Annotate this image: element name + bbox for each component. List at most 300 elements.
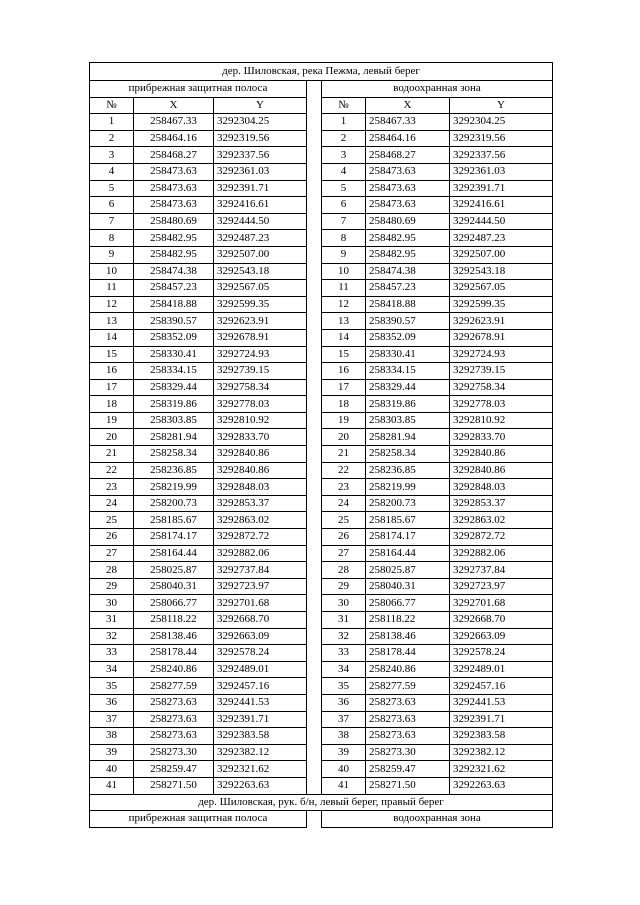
coord-x: 258178.44 [134,645,214,662]
coord-y: 3292304.25 [450,114,553,131]
coord-y: 3292668.70 [214,612,307,629]
column-gap [307,761,322,778]
coord-y: 3292391.71 [450,711,553,728]
coord-x: 258273.63 [366,694,450,711]
point-number: 14 [322,329,366,346]
coord-y: 3292758.34 [450,379,553,396]
point-number: 33 [90,645,134,662]
point-number: 13 [322,313,366,330]
section2-zone-header-row [90,811,553,828]
coord-y: 3292337.56 [450,147,553,164]
coord-y: 3292489.01 [450,661,553,678]
column-gap [307,811,322,828]
coord-y: 3292416.61 [450,197,553,214]
coord-x: 258319.86 [134,396,214,413]
point-number: 13 [90,313,134,330]
coord-x: 258473.63 [134,180,214,197]
table-row [90,329,553,346]
col-header-x-right: X [366,97,450,114]
table-row [90,512,553,529]
point-number: 38 [90,728,134,745]
coord-y: 3292701.68 [450,595,553,612]
coord-y: 3292382.12 [450,744,553,761]
coord-x: 258025.87 [134,562,214,579]
coord-y: 3292321.62 [450,761,553,778]
point-number: 2 [322,130,366,147]
coord-x: 258258.34 [366,446,450,463]
coord-y: 3292361.03 [450,163,553,180]
coord-y: 3292739.15 [450,363,553,380]
point-number: 18 [90,396,134,413]
point-number: 29 [322,578,366,595]
table-row [90,147,553,164]
point-number: 22 [322,462,366,479]
coord-y: 3292321.62 [214,761,307,778]
coord-x: 258271.50 [134,777,214,794]
column-gap [307,661,322,678]
table-row [90,446,553,463]
point-number: 12 [322,296,366,313]
point-number: 12 [90,296,134,313]
column-gap [307,479,322,496]
coord-y: 3292487.23 [214,230,307,247]
coord-x: 258303.85 [134,412,214,429]
column-gap [307,446,322,463]
coord-x: 258259.47 [366,761,450,778]
coord-y: 3292391.71 [214,711,307,728]
column-gap [307,678,322,695]
coord-y: 3292678.91 [214,329,307,346]
point-number: 2 [90,130,134,147]
coord-x: 258352.09 [134,329,214,346]
table-row [90,114,553,131]
column-gap [307,363,322,380]
table-row [90,180,553,197]
coord-y: 3292848.03 [214,479,307,496]
coord-x: 258178.44 [366,645,450,662]
coord-y: 3292567.05 [450,280,553,297]
section1-right-zone-header: водоохранная зона [322,81,553,98]
coord-y: 3292778.03 [450,396,553,413]
point-number: 39 [322,744,366,761]
column-gap [307,280,322,297]
coord-x: 258240.86 [134,661,214,678]
coord-x: 258277.59 [366,678,450,695]
coord-x: 258334.15 [134,363,214,380]
point-number: 41 [322,777,366,794]
column-gap [307,777,322,794]
coord-x: 258329.44 [134,379,214,396]
coord-x: 258330.41 [134,346,214,363]
table-row [90,263,553,280]
section1-title-row [90,63,553,81]
coord-x: 258240.86 [366,661,450,678]
table-row [90,694,553,711]
coord-y: 3292737.84 [214,562,307,579]
table-row [90,163,553,180]
table-row [90,396,553,413]
table-row [90,230,553,247]
point-number: 29 [90,578,134,595]
table-row [90,777,553,794]
column-gap [307,230,322,247]
coord-x: 258390.57 [366,313,450,330]
point-number: 37 [90,711,134,728]
column-gap [307,379,322,396]
point-number: 24 [322,495,366,512]
point-number: 21 [322,446,366,463]
coord-y: 3292304.25 [214,114,307,131]
col-header-y-right: Y [450,97,553,114]
coord-x: 258273.63 [366,728,450,745]
point-number: 19 [322,412,366,429]
coord-x: 258066.77 [366,595,450,612]
coord-x: 258118.22 [134,612,214,629]
column-gap [307,728,322,745]
coord-y: 3292863.02 [214,512,307,529]
coord-y: 3292391.71 [214,180,307,197]
table-row [90,379,553,396]
coord-y: 3292663.09 [450,628,553,645]
coord-x: 258457.23 [134,280,214,297]
column-gap [307,81,322,98]
coord-x: 258418.88 [366,296,450,313]
coord-x: 258482.95 [134,246,214,263]
point-number: 39 [90,744,134,761]
table-row [90,296,553,313]
coord-y: 3292507.00 [214,246,307,263]
coord-y: 3292263.63 [214,777,307,794]
table-row [90,213,553,230]
column-gap [307,711,322,728]
coord-x: 258329.44 [366,379,450,396]
coord-x: 258164.44 [134,545,214,562]
coord-y: 3292853.37 [214,495,307,512]
point-number: 1 [90,114,134,131]
table-row [90,529,553,546]
coord-y: 3292543.18 [214,263,307,280]
table-row [90,197,553,214]
table-row [90,661,553,678]
column-gap [307,147,322,164]
table-row [90,462,553,479]
coord-x: 258464.16 [366,130,450,147]
column-gap [307,97,322,114]
coord-y: 3292810.92 [450,412,553,429]
coord-x: 258271.50 [366,777,450,794]
coord-y: 3292361.03 [214,163,307,180]
coord-x: 258473.63 [134,197,214,214]
coord-y: 3292599.35 [450,296,553,313]
point-number: 21 [90,446,134,463]
table-row [90,578,553,595]
coord-y: 3292833.70 [450,429,553,446]
coord-y: 3292758.34 [214,379,307,396]
column-gap [307,180,322,197]
coord-y: 3292489.01 [214,661,307,678]
coord-x: 258236.85 [134,462,214,479]
coord-y: 3292840.86 [214,446,307,463]
coord-y: 3292778.03 [214,396,307,413]
column-gap [307,462,322,479]
column-header-row [90,97,553,114]
column-gap [307,529,322,546]
column-gap [307,412,322,429]
point-number: 7 [90,213,134,230]
point-number: 28 [90,562,134,579]
coord-x: 258418.88 [134,296,214,313]
coord-x: 258273.63 [134,728,214,745]
coord-y: 3292382.12 [214,744,307,761]
coord-x: 258273.30 [366,744,450,761]
section1-title: дер. Шиловская, река Пежма, левый берег [90,63,553,81]
coord-y: 3292701.68 [214,595,307,612]
coord-y: 3292383.58 [214,728,307,745]
point-number: 23 [322,479,366,496]
point-number: 5 [90,180,134,197]
point-number: 10 [322,263,366,280]
point-number: 38 [322,728,366,745]
point-number: 34 [322,661,366,678]
coord-y: 3292444.50 [450,213,553,230]
coord-x: 258164.44 [366,545,450,562]
coord-y: 3292578.24 [214,645,307,662]
coord-x: 258352.09 [366,329,450,346]
point-number: 30 [90,595,134,612]
coord-y: 3292599.35 [214,296,307,313]
table-row [90,728,553,745]
coord-y: 3292872.72 [214,529,307,546]
coord-x: 258040.31 [366,578,450,595]
coord-x: 258473.63 [366,180,450,197]
point-number: 27 [322,545,366,562]
coord-y: 3292668.70 [450,612,553,629]
coord-y: 3292319.56 [450,130,553,147]
column-gap [307,114,322,131]
coord-x: 258473.63 [366,197,450,214]
coord-y: 3292723.97 [214,578,307,595]
point-number: 8 [90,230,134,247]
coord-y: 3292840.86 [450,446,553,463]
point-number: 15 [90,346,134,363]
coord-y: 3292337.56 [214,147,307,164]
point-number: 36 [90,694,134,711]
coord-x: 258281.94 [134,429,214,446]
coord-y: 3292737.84 [450,562,553,579]
point-number: 17 [90,379,134,396]
point-number: 25 [90,512,134,529]
coord-y: 3292507.00 [450,246,553,263]
table-row [90,744,553,761]
table-row [90,313,553,330]
coord-y: 3292578.24 [450,645,553,662]
coord-y: 3292723.97 [450,578,553,595]
column-gap [307,313,322,330]
coord-x: 258330.41 [366,346,450,363]
table-row [90,562,553,579]
point-number: 25 [322,512,366,529]
coord-x: 258303.85 [366,412,450,429]
coord-y: 3292663.09 [214,628,307,645]
column-gap [307,694,322,711]
table-row [90,479,553,496]
coord-x: 258025.87 [366,562,450,579]
point-number: 4 [90,163,134,180]
point-number: 5 [322,180,366,197]
coord-x: 258467.33 [134,114,214,131]
coord-x: 258457.23 [366,280,450,297]
table-row [90,495,553,512]
coord-y: 3292487.23 [450,230,553,247]
coord-x: 258174.17 [134,529,214,546]
coord-x: 258281.94 [366,429,450,446]
coord-x: 258319.86 [366,396,450,413]
coord-y: 3292724.93 [214,346,307,363]
coord-y: 3292457.16 [214,678,307,695]
point-number: 22 [90,462,134,479]
section2-title: дер. Шиловская, рук. б/н, левый берег, правый берег [90,794,553,811]
coord-y: 3292739.15 [214,363,307,380]
column-gap [307,545,322,562]
point-number: 33 [322,645,366,662]
coord-y: 3292391.71 [450,180,553,197]
point-number: 14 [90,329,134,346]
point-number: 11 [90,280,134,297]
table-row [90,761,553,778]
point-number: 11 [322,280,366,297]
section2-title-row [90,794,553,811]
column-gap [307,396,322,413]
section2-right-zone-header: водоохранная зона [322,811,553,828]
point-number: 32 [90,628,134,645]
coord-x: 258273.30 [134,744,214,761]
coordinate-document [89,62,552,828]
table-row [90,545,553,562]
point-number: 7 [322,213,366,230]
coord-x: 258482.95 [366,230,450,247]
column-gap [307,263,322,280]
coord-x: 258480.69 [134,213,214,230]
coord-y: 3292623.91 [450,313,553,330]
coord-x: 258200.73 [366,495,450,512]
coord-x: 258138.46 [366,628,450,645]
point-number: 26 [90,529,134,546]
coord-y: 3292724.93 [450,346,553,363]
coord-x: 258259.47 [134,761,214,778]
coord-x: 258482.95 [366,246,450,263]
point-number: 6 [322,197,366,214]
point-number: 41 [90,777,134,794]
coordinates-table [89,62,553,828]
point-number: 20 [322,429,366,446]
column-gap [307,346,322,363]
table-row [90,628,553,645]
coord-x: 258334.15 [366,363,450,380]
coord-y: 3292263.63 [450,777,553,794]
col-header-number-right: № [322,97,366,114]
column-gap [307,296,322,313]
point-number: 26 [322,529,366,546]
coord-y: 3292872.72 [450,529,553,546]
point-number: 8 [322,230,366,247]
coord-x: 258468.27 [134,147,214,164]
col-header-y-left: Y [214,97,307,114]
coord-x: 258219.99 [134,479,214,496]
point-number: 9 [322,246,366,263]
coord-x: 258236.85 [366,462,450,479]
coord-y: 3292840.86 [450,462,553,479]
coord-y: 3292853.37 [450,495,553,512]
table-row [90,130,553,147]
point-number: 6 [90,197,134,214]
column-gap [307,197,322,214]
coord-x: 258273.63 [134,694,214,711]
coord-y: 3292416.61 [214,197,307,214]
column-gap [307,512,322,529]
coord-x: 258474.38 [366,263,450,280]
point-number: 18 [322,396,366,413]
column-gap [307,246,322,263]
point-number: 10 [90,263,134,280]
point-number: 19 [90,412,134,429]
point-number: 3 [322,147,366,164]
coord-x: 258482.95 [134,230,214,247]
coord-x: 258390.57 [134,313,214,330]
point-number: 32 [322,628,366,645]
point-number: 24 [90,495,134,512]
coord-x: 258277.59 [134,678,214,695]
point-number: 3 [90,147,134,164]
coord-x: 258473.63 [366,163,450,180]
column-gap [307,163,322,180]
coord-x: 258185.67 [134,512,214,529]
coord-x: 258467.33 [366,114,450,131]
table-row [90,645,553,662]
coord-y: 3292441.53 [214,694,307,711]
coord-y: 3292882.06 [450,545,553,562]
table-row [90,678,553,695]
coord-x: 258273.63 [134,711,214,728]
coord-x: 258118.22 [366,612,450,629]
table-row [90,346,553,363]
coord-y: 3292810.92 [214,412,307,429]
coord-x: 258066.77 [134,595,214,612]
coord-x: 258468.27 [366,147,450,164]
point-number: 23 [90,479,134,496]
point-number: 16 [322,363,366,380]
point-number: 28 [322,562,366,579]
coord-y: 3292863.02 [450,512,553,529]
coord-x: 258138.46 [134,628,214,645]
column-gap [307,744,322,761]
point-number: 36 [322,694,366,711]
point-number: 15 [322,346,366,363]
column-gap [307,628,322,645]
coord-y: 3292319.56 [214,130,307,147]
coord-x: 258219.99 [366,479,450,496]
point-number: 16 [90,363,134,380]
coord-x: 258473.63 [134,163,214,180]
coord-y: 3292444.50 [214,213,307,230]
table-row [90,612,553,629]
coord-x: 258464.16 [134,130,214,147]
column-gap [307,578,322,595]
table-row [90,711,553,728]
column-gap [307,329,322,346]
point-number: 40 [90,761,134,778]
coord-y: 3292543.18 [450,263,553,280]
point-number: 35 [322,678,366,695]
